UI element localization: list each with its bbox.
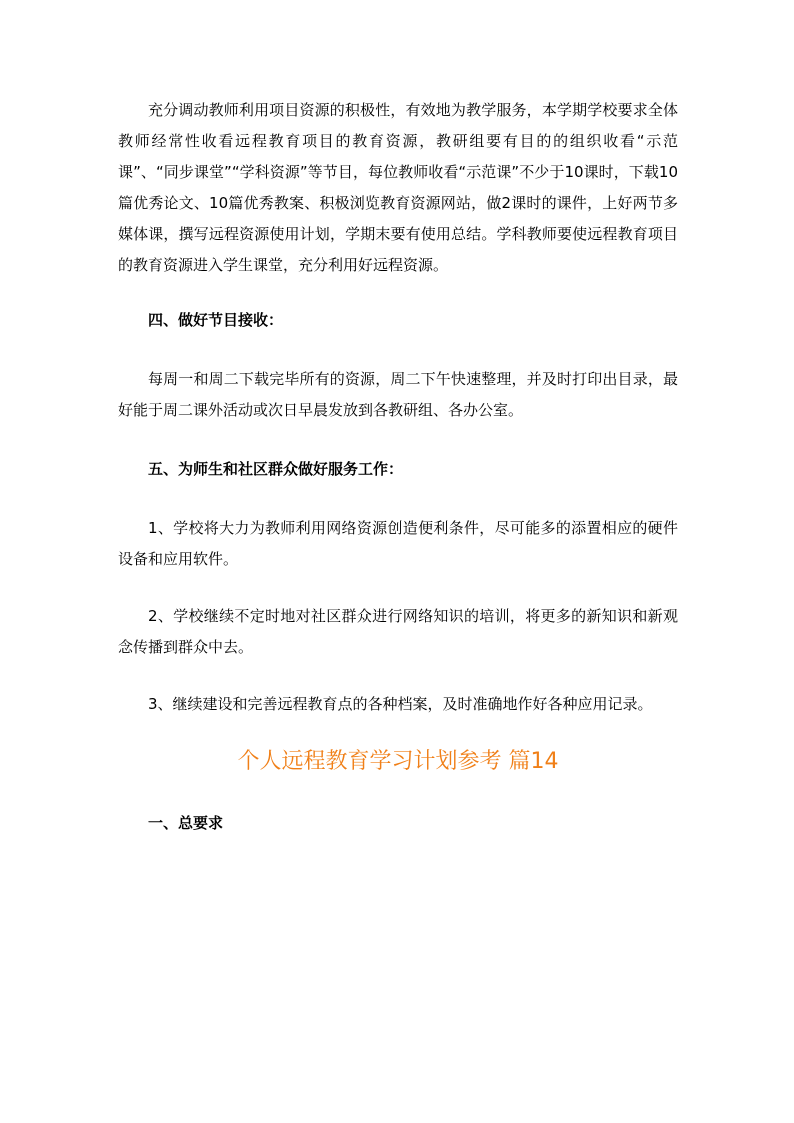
section-title: 个人远程教育学习计划参考 篇14 xyxy=(237,749,559,774)
list-item-2: 2、学校继续不定时地对社区群众进行网络知识的培训，将更多的新知识和新观念传播到群众中去。 xyxy=(118,607,678,656)
list-item-3: 3、继续建设和完善远程教育点的各种档案，及时准确地作好各种应用记录。 xyxy=(148,695,653,713)
paragraph-download-schedule: 每周一和周二下载完毕所有的资源，周二下午快速整理，并及时打印出目录，最好能于周二课外活动或次日早晨发放到各教研组、各办公室。 xyxy=(118,370,678,419)
heading-program-reception: 四、做好节目接收： xyxy=(148,311,284,329)
paragraph-resource-usage: 充分调动教师利用项目资源的积极性，有效地为教学服务，本学期学校要求全体教师经常性收看远程教育项目的教育资源，教研组要有目的的组织收看“示范课”、“同步课堂”“学科资源”等节目，每位教师收看“示范课”不少于10课时，下载10篇优秀论文、10篇优秀教案、积极浏览教育资源网站，做2课时的课件，上好两节多媒体课，撰写远程资源使用计划，学期末要有使用总结。学科教师要使远程教育项目的教育资源进入学生课堂，充分利用好远程资源。 xyxy=(118,101,678,274)
heading-community-service: 五、为师生和社区群众做好服务工作： xyxy=(148,460,404,478)
heading-general-requirements: 一、总要求 xyxy=(148,814,224,832)
list-item-1: 1、学校将大力为教师利用网络资源创造便利条件，尽可能多的添置相应的硬件设备和应用软件。 xyxy=(118,519,678,568)
document-page xyxy=(118,95,678,839)
